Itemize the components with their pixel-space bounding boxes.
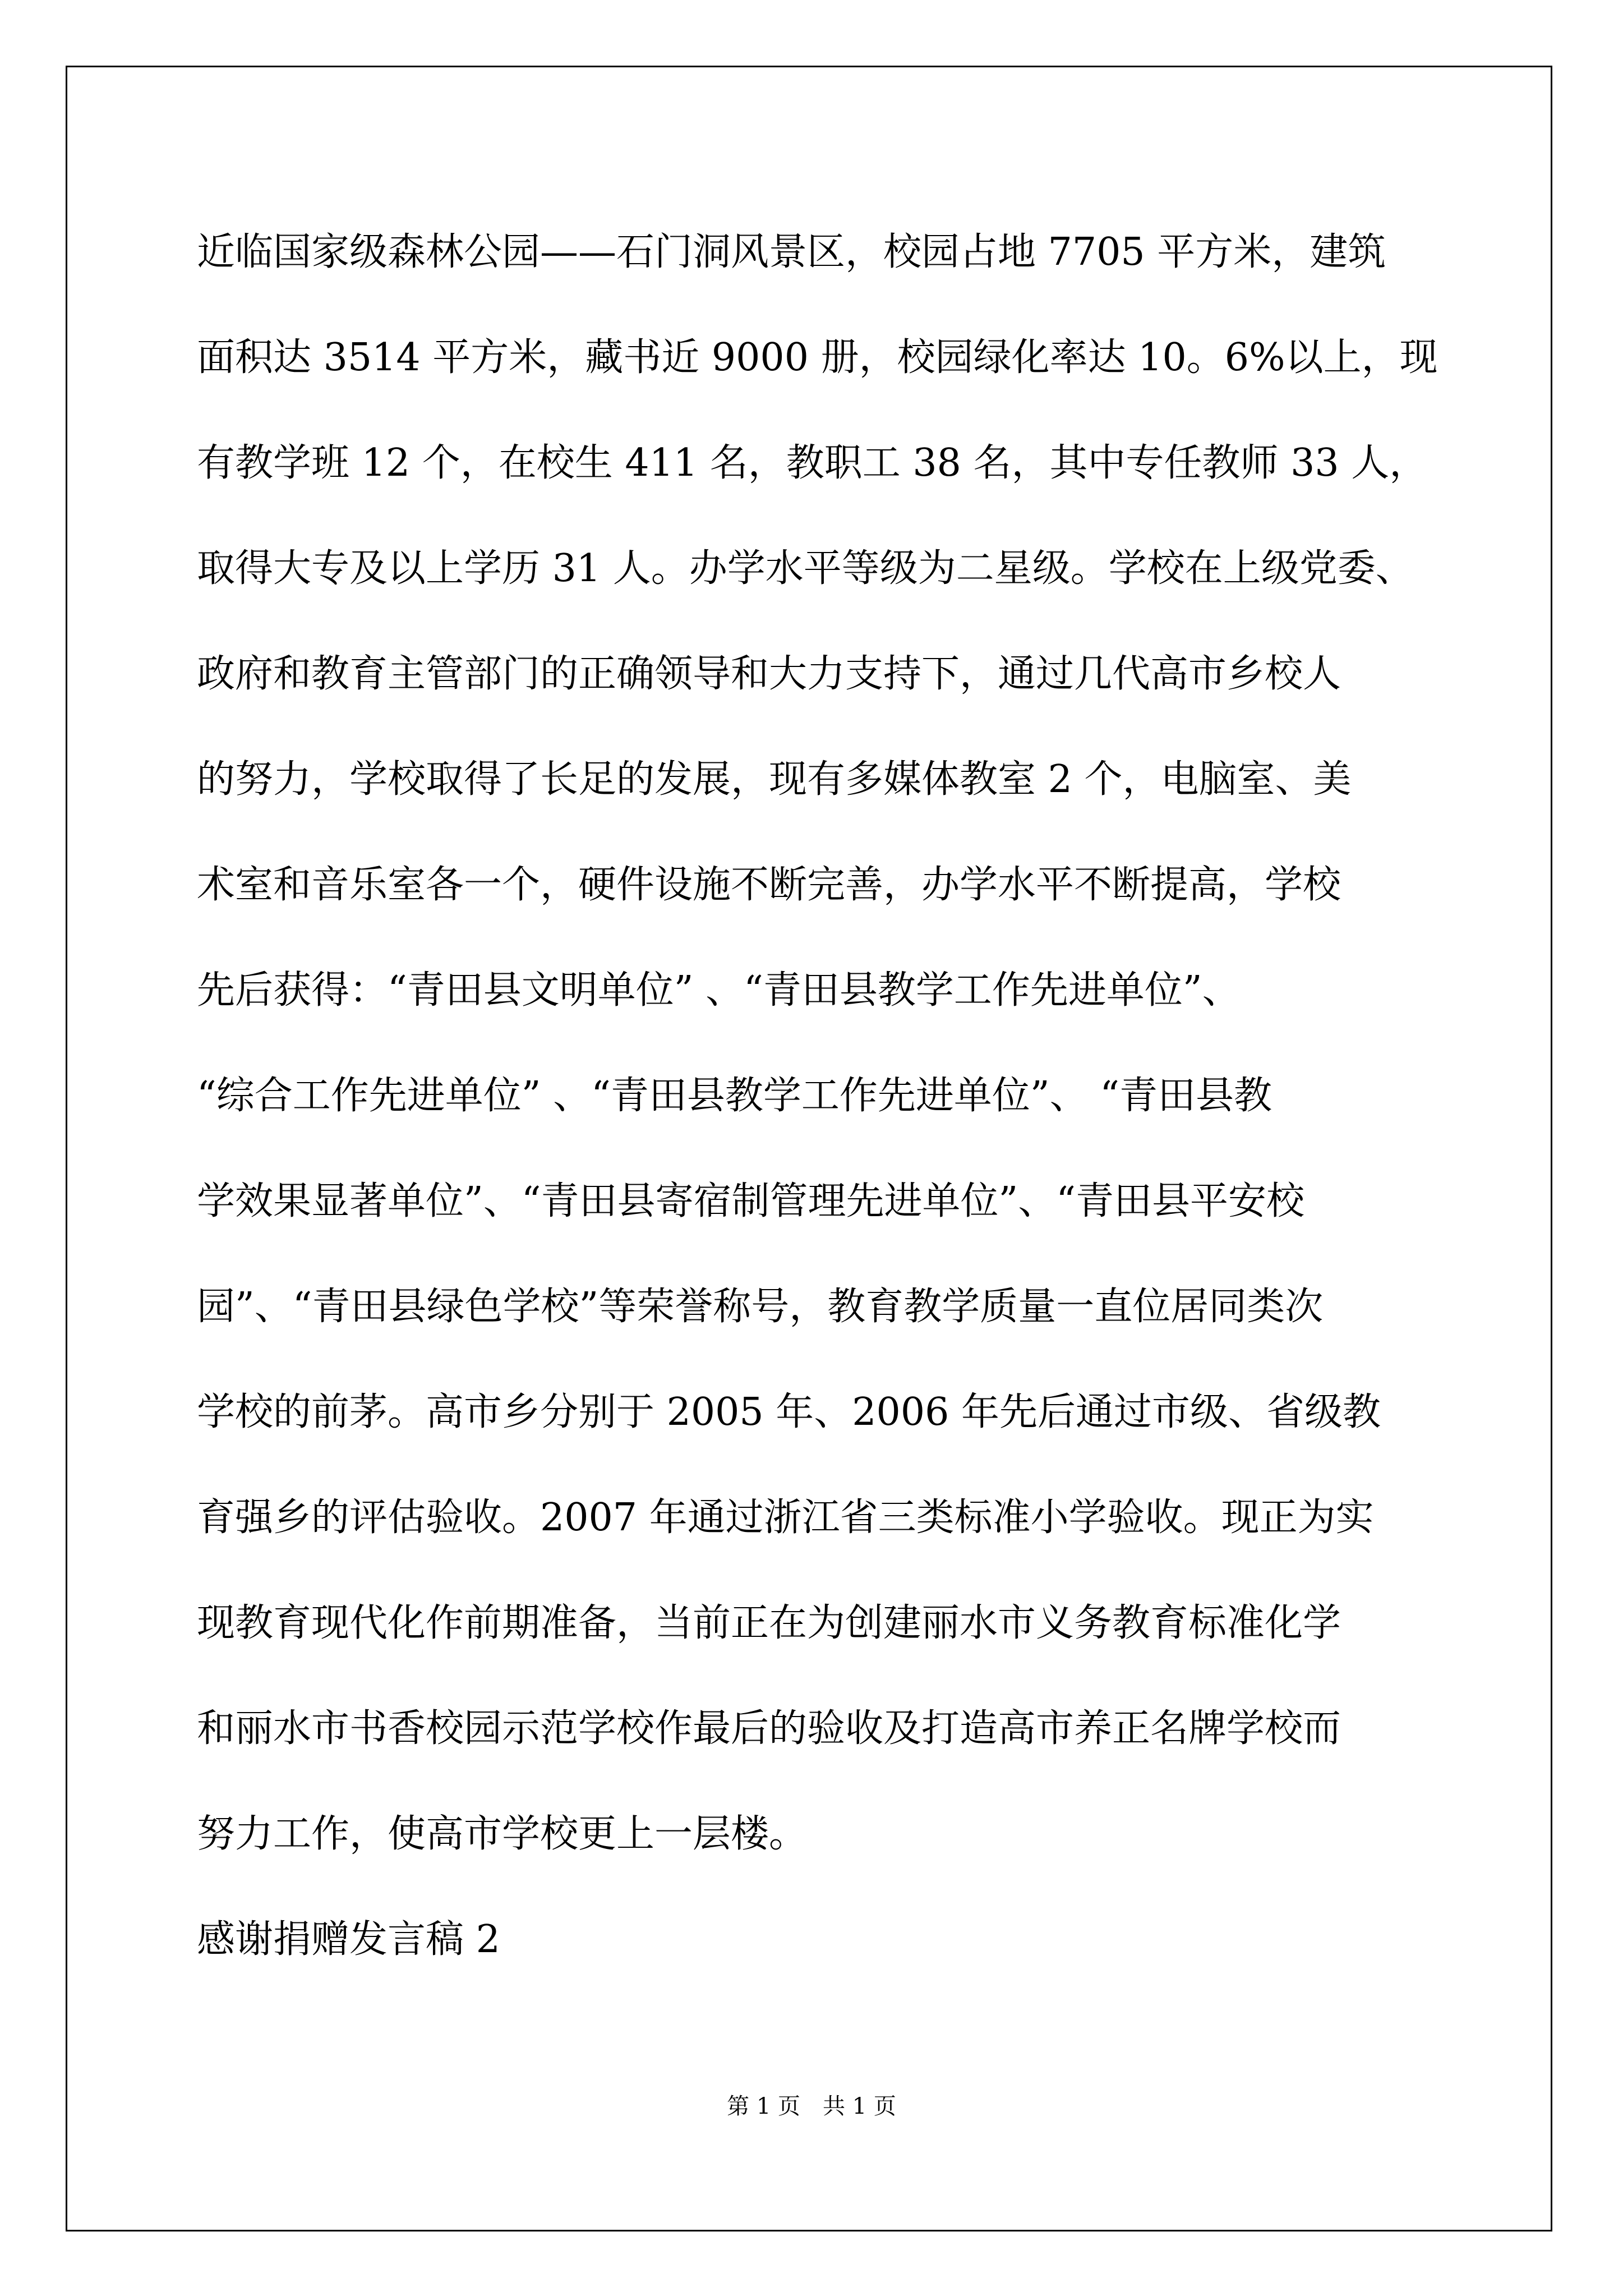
paragraph-line: 有教学班 12 个，在校生 411 名，教职工 38 名，其中专任教师 33 人，: [197, 441, 1428, 485]
paragraph-line: 努力工作，使高市学校更上一层楼。: [197, 1812, 808, 1856]
paragraph-line: 取得大专及以上学历 31 人。办学水平等级为二星级。学校在上级党委、: [197, 546, 1414, 591]
paragraph-line: 近临国家级森林公园——石门洞风景区，校园占地 7705 平方米，建筑: [197, 230, 1386, 274]
paragraph-line: 学校的前茅。高市乡分别于 2005 年、2006 年先后通过市级、省级教: [197, 1390, 1381, 1434]
paragraph-line: 学效果显著单位”、“青田县寄宿制管理先进单位”、“青田县平安校: [197, 1179, 1305, 1223]
paragraph-line: 和丽水市书香校园示范学校作最后的验收及打造高市养正名牌学校而: [197, 1706, 1341, 1751]
section-heading: 感谢捐赠发言稿 2: [197, 1917, 500, 1962]
paragraph-line: 的努力，学校取得了长足的发展，现有多媒体教室 2 个，电脑室、美: [197, 757, 1352, 802]
paragraph-line: 育强乡的评估验收。2007 年通过浙江省三类标准小学验收。现正为实: [197, 1496, 1374, 1540]
paragraph-line: 现教育现代化作前期准备，当前正在为创建丽水市义务教育标准化学: [197, 1601, 1341, 1645]
paragraph-line: 面积达 3514 平方米，藏书近 9000 册，校园绿化率达 10。6%以上，现: [197, 335, 1438, 380]
paragraph-line: 术室和音乐室各一个，硬件设施不断完善，办学水平不断提高，学校: [197, 863, 1341, 907]
page-footer: 第 1 页 共 1 页: [727, 2093, 896, 2119]
page-frame: [66, 66, 1552, 2231]
paragraph-line: 园”、“青田县绿色学校”等荣誉称号，教育教学质量一直位居同类次: [197, 1285, 1324, 1329]
paragraph-line: 先后获得：“青田县文明单位” 、“青田县教学工作先进单位”、: [197, 968, 1241, 1013]
paragraph-line: 政府和教育主管部门的正确领导和大力支持下，通过几代高市乡校人: [197, 652, 1341, 696]
paragraph-line: “综合工作先进单位” 、“青田县教学工作先进单位”、 “青田县教: [197, 1074, 1272, 1118]
